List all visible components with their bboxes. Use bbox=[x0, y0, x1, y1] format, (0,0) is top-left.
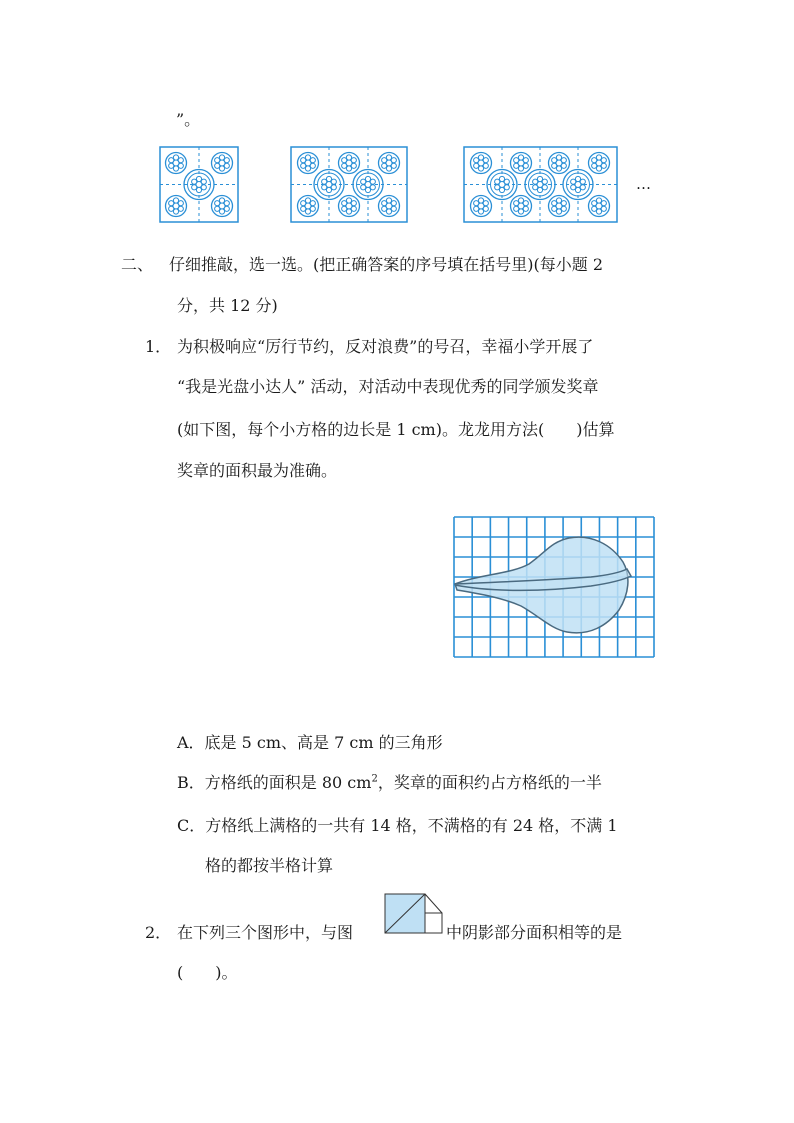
option-c-line2: 格的都按半格计算 bbox=[205, 856, 334, 875]
q2-text-before: 在下列三个图形中，与图 bbox=[177, 923, 354, 942]
flower-pattern-2 bbox=[290, 146, 408, 223]
q1-line4: 奖章的面积最为准确。 bbox=[177, 461, 338, 480]
q1-line1: 为积极响应“厉行节约，反对浪费”的号召，幸福小学开展了 bbox=[177, 337, 594, 356]
q1-number: 1． bbox=[145, 337, 172, 356]
closing-quote: ”。 bbox=[176, 110, 201, 129]
section-title-line1: 仔细推敲，选一选。(把正确答案的序号填在括号里)(每小题 2 bbox=[169, 255, 603, 274]
option-a: A．底是 5 cm、高是 7 cm 的三角形 bbox=[177, 733, 443, 752]
q1-line3: (如下图，每个小方格的边长是 1 cm)。龙龙用方法( )估算 bbox=[177, 420, 615, 439]
section-number: 二、 bbox=[121, 255, 154, 274]
shaded-triangle-figure bbox=[384, 893, 444, 934]
option-b-text: B．方格纸的面积是 80 cm bbox=[177, 773, 372, 792]
q2-text-after: 中阴影部分面积相等的是 bbox=[446, 923, 623, 942]
option-c-line1: C．方格纸上满格的一共有 14 格，不满格的有 24 格，不满 1 bbox=[177, 816, 618, 835]
option-b bbox=[177, 773, 602, 793]
option-b-superscript: 2 bbox=[371, 773, 378, 785]
ellipsis: … bbox=[636, 175, 651, 193]
medal-grid-figure bbox=[451, 514, 657, 660]
q2-number: 2． bbox=[145, 923, 172, 942]
option-b-tail: ，奖章的面积约占方格纸的一半 bbox=[377, 773, 602, 792]
section-title-line2: 分，共 12 分) bbox=[177, 296, 278, 315]
flower-pattern-1 bbox=[159, 146, 239, 223]
q1-line2: “我是光盘小达人” 活动，对活动中表现优秀的同学颁发奖章 bbox=[177, 377, 599, 396]
q2-line2: ( )。 bbox=[177, 963, 238, 982]
flower-pattern-3 bbox=[463, 146, 618, 223]
